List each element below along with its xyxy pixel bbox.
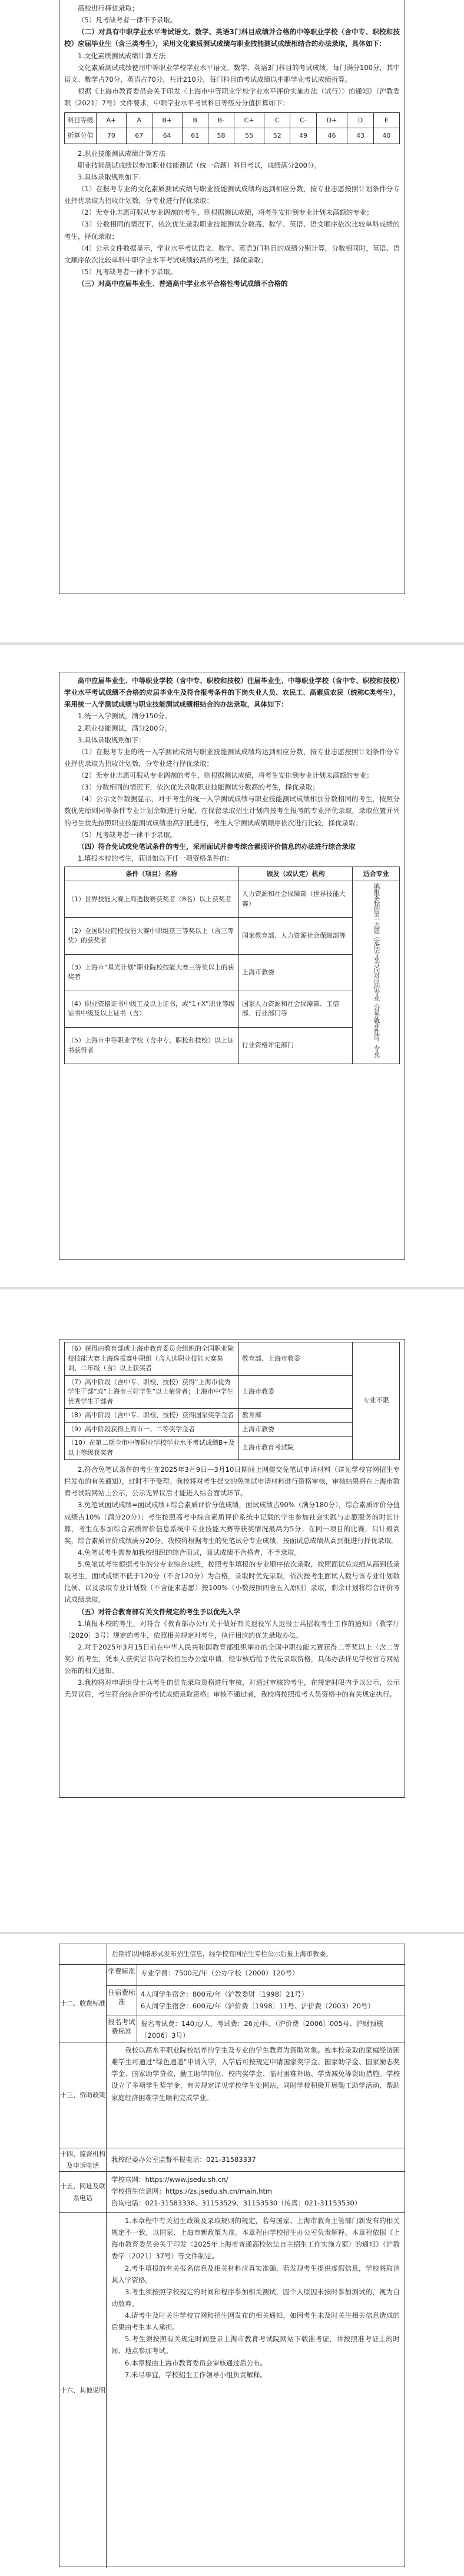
paragraph: 4.请考生及时关注学校官网和招生网发布的相关通知，如因考生未及时关注相关信息造成的后果由考生本人承担。: [111, 2311, 400, 2332]
table-cell: D: [347, 113, 373, 128]
fee-row: [107, 1986, 405, 2015]
fee-label: 报名考试费标准: [107, 2015, 137, 2042]
table-cell: 教育部、上海市教委: [238, 1342, 352, 1376]
paragraph: 1.填报本校的考生，对符合《教育部办公厅关于做好有关退役军人退役士兵招收考生工作的通知》（教学厅〔2020〕3号）规定的考生，依照相关规定对考生，执行相应的优先录取办法。: [64, 1619, 400, 1639]
table-row: [65, 1437, 400, 1460]
table-cell: 46: [316, 128, 347, 144]
section-content: [107, 2042, 405, 2148]
rule-item: （5）凡考缺考者一律不予录取。: [78, 830, 177, 839]
table-cell: 67: [126, 128, 152, 144]
section-label: 十二、收费标准: [59, 1965, 107, 2042]
content-frame-3: [59, 1339, 405, 1798]
paragraph: 5.考生须按照有关规定时间登录上海市教育考试院网站下载准考证，并按照准考证上的时间、地点参加考试。: [111, 2335, 400, 2355]
table-cell: （7）高中阶段（含中专、职校、技校）获得“上海市优秀学生干部”或“上海市三好学生”以上荣誉者；上海市中学生优秀学生干部者: [65, 1375, 239, 1409]
table-cell: 52: [264, 128, 290, 144]
fee-label: 学费标准: [107, 1965, 137, 1985]
content-frame-1: [59, 0, 405, 594]
table-cell: 61: [182, 128, 208, 144]
paragraph: 根据《上海市教育委员会关于印发〈上海市中等职业学校学业水平评价实施办法（试行）〉的通知》（沪教委职〔2021〕7号）文件要求，中职学业水平考试科目等级分分值折算如下：: [64, 86, 400, 107]
rule-item: （1）在报考专业的文化素质测试成绩与职业技能测试成绩均达到相应分数，按专业志愿按照计划条件分专业择优录取为招收计划数，分专业进行择优录取；: [64, 185, 400, 205]
table-row: [65, 1409, 400, 1423]
paragraph: 2.符合免笔试条件的考生在2025年3月9日—3月10日期间上网提交免笔试申请材料（详见学校官网招生专栏发布的有关通知），过时不予受理。我校将对考生提交的免笔试申请材料进行资格审核，审核结果将在上海市教育考试院网站上公示，公示无异议后才能进入综合面试环节。: [64, 1465, 400, 1498]
rule-item: （2）无专业志愿可服从专业调剂的考生，则根据测试成绩，将考生安排到专业计划未满额的专业；: [78, 771, 373, 779]
paragraph: 2.职业技能测试，满分200分。: [78, 724, 172, 732]
table-cell: B: [182, 113, 208, 128]
rule-item: （5）凡考缺考者一律不予录取。: [78, 267, 177, 276]
paragraph: 5.免笔试考生根据考生的分专业综合成绩，按照考生填报的专业顺序依次录取，按照面试总成绩从高到低录取考生，面试成绩不低于120分（不含120分）为合格，录取时优先录取，依次按考生面试人数与该专业计划数比例、以及录取专业计划数（不含征求志愿）按100%（小数按照四舍五入原则）录取，剩余计划将综合评价考试成绩录取。: [64, 1560, 400, 1604]
table-header-cell: 适合专业: [353, 867, 400, 881]
fee-row: [107, 1965, 405, 1986]
fee-content: [107, 1965, 405, 2042]
table-cell: 国家教育部、人力资源社会保障部等: [238, 918, 352, 954]
other-section: [59, 2212, 405, 2568]
qualification-table: [64, 867, 400, 1064]
paragraph: 4.免笔试考生需参加我校组织的综合面试，面试成绩不合格者，不予录取。: [78, 1548, 301, 1557]
section-heading: （三）对高中应届毕业生、普通高中学业水平合格性考试成绩不合格的: [78, 279, 288, 288]
paragraph: 6.本章程由上海市教育委员会审核通过后公布。: [125, 2358, 267, 2367]
table-cell: （6）获得由教育部或上海市教育委员会组织的全国职业院校技能大赛上海选拔赛中职组（含人选职业技能大赛集训、二年级（含）以上获奖者: [65, 1342, 239, 1376]
table-cell: 教育部: [238, 1409, 352, 1423]
content-frame-2: [59, 672, 405, 1260]
admission-link[interactable]: 学校招生信息网：https://zs.jsedu.sh.cn/main.htm: [111, 2187, 273, 2196]
table-cell: 70: [97, 128, 127, 144]
table-cell: C: [264, 113, 290, 128]
subheading: 3.具体录取规则如下：: [78, 735, 145, 744]
subheading: 2.职业技能测试成绩计算方法: [78, 149, 165, 158]
note-text: 后期将以网络形式发布招生信息，经学校官网招生专栏公示后报上海市教委。: [112, 1950, 332, 1958]
table-cell: A: [126, 113, 152, 128]
table-header-cell: 科目等级: [65, 113, 97, 128]
section-label: 十五、网址及联系电话: [59, 2172, 107, 2212]
table-cell: A+: [97, 113, 127, 128]
table-cell: 国家人力资源和社会保障部、工信部、行业部门等: [238, 991, 352, 1027]
paragraph: 3.免笔试面试成绩=面试成绩+综合素质评价分值成绩，面试成绩占90%（满分180分），综合素质评价分值成绩占10%（满分20分）；考生按照高考中综合素质评价系统中记载的学生参加社会实践与志愿服务的时长计算，考生在参加综合素质评价信息系统中专业技能大赛等获奖情况最高为5分；在同一项目的比赛，只计最高奖，综合素质评价成绩满分20分。我校将根据考生的免笔试分专业成绩，按面试总成绩从高到低进行择优录取。: [64, 1501, 400, 1545]
paragraph-group: [64, 1464, 400, 1701]
grade-conversion-table: [64, 112, 400, 144]
paragraph: 7.未尽事宜，学校招生工作领导小组负责解释。: [125, 2370, 267, 2379]
table-cell: （10）在第二期全市中等职业学校学业水平考试成绩B+及以上等级获奖者: [65, 1437, 239, 1460]
fee-label: 住宿费标准: [107, 1986, 137, 2015]
section-label: 十四、监督机构及申诉电话: [59, 2148, 107, 2171]
table-row: [65, 1342, 400, 1376]
section-label: 十六、其他说明: [59, 2213, 107, 2568]
rule-item: （1）在报考专业的统一入学测试成绩与职业技能测试成绩均达到相应分数，按专业志愿按照计划条件分专业择优录取为招收计划数，分专业进行择优录取；: [64, 747, 400, 768]
table-cell: 43: [347, 128, 373, 144]
table-cell: （8）高中阶段（含中专、职校、技校）获得国家奖学金者: [65, 1409, 239, 1423]
fee-row: [107, 2015, 405, 2042]
table-cell: 上海市教育考试院: [238, 1437, 352, 1460]
paragraph: 我校以高水平职业院校培养的学生及专业的学生教育为资助对象。被本校录取的家庭经济困难学生可通过“绿色通道”申请入学，入学后可按规定申请国家奖学金、国家助学金、国家励志奖学金、国家助学贷款、勤工助学岗位、校内奖学金、临时困难补助、学费减免等资助措施。学校设立了多项学生奖学金，有关规定详见学校学生处网站，同时学校积极开展勤工助学活动，帮助家庭经济困难学生顺利完成学业。: [111, 2046, 400, 2102]
aid-section: [59, 2042, 405, 2148]
contact-section: [59, 2171, 405, 2212]
table-cell: 49: [290, 128, 316, 144]
table-cell: 40: [373, 128, 399, 144]
rule-item: （3）分数相同的情况下，依次优先录取职业技能测试分数高的考生，择优录取；: [78, 783, 319, 792]
paragraph: 1.填报本校的考生，获得如以下任一项资格条件的：: [78, 854, 233, 862]
table-cell: C-: [290, 113, 316, 128]
table-cell: 55: [234, 128, 264, 144]
table-cell: C+: [234, 113, 264, 128]
table-cell: （5）上海市中等职业学校（含中专、职校和技校）以上证书获得者: [65, 1028, 239, 1064]
fee-value: 专业学费：7500元/年（公办学校（2000）120号）: [141, 1969, 299, 1977]
table-cell: E: [373, 113, 399, 128]
table-cell: 58: [208, 128, 234, 144]
table-cell: 64: [152, 128, 182, 144]
subheading: 1.文化素质测试成绩计算方法: [78, 51, 165, 60]
section-heading: 高中应届毕业生、中等职业学校（含中专、职校和技校）往届毕业生、中等职业学校（含中专、职校和技校）学业水平考试成绩不合格的应届毕业生及符合报考条件的下岗失业人员、农民工、高素质农民（统称C类考生），采用统一入学测试成绩与职业技能测试成绩相结合的办法录取，具体如下：: [64, 677, 400, 709]
paragraph: 1.统一入学测试，满分150分。: [78, 712, 172, 721]
table-header-cell: 折算分值: [65, 128, 97, 144]
table-cell: （3）上海市“星光计划”职业院校技能大赛三等奖以上的获奖者: [65, 954, 239, 991]
qualification-table-continued: [64, 1342, 400, 1460]
table-cell: 上海市教委: [238, 954, 352, 991]
table-row: [65, 918, 400, 954]
note-row: [107, 1944, 405, 1964]
paragraph: 2.考生填报的有关报名信息及相关材料应真实准确，若发现考生提供虚假信息，学校将取消其入学资格。: [111, 2264, 400, 2284]
section-content: [107, 2213, 405, 2568]
paragraph: 2.对于2025年3月15日前在中华人民共和国教育部组织举办的全国中职技能大赛获得二等奖以上（含二等奖）的考生，凭本人获奖证书向学校招生办公室申请，经审核后给予优先录取资格，具体办法详见学校官方网站公布的相关通知。: [64, 1642, 400, 1675]
paragraph: 高校进行择优录取；: [78, 4, 139, 12]
table-header-cell: 颁发（或认定）机构: [238, 867, 352, 881]
rule-item: （4）公示文件数据显示，学业水平考试语文、数学、英语3门科目的成绩分别计算，分数相同时，英语、语文顺序依次比较单科中职学业水平考试成绩较高的考生，择优录取；: [64, 244, 400, 264]
table-row: [65, 113, 400, 128]
fee-section: [59, 1964, 405, 2042]
table-cell: 上海市教委: [238, 1422, 352, 1437]
rule-item: （2）无专业志愿可服从专业调剂的考生，则根据测试成绩，将考生安排到专业计划未满额的专业；: [78, 208, 373, 217]
paragraph: 3.考生须按照学校规定的时间和程序参加相关测试，因个人原因未按时参加测试的，视为自动放弃。: [111, 2287, 400, 2308]
table-cell: 上海市教委: [238, 1375, 352, 1409]
table-cell: B+: [152, 113, 182, 128]
table-row: [65, 991, 400, 1027]
content-frame-4: [59, 1944, 405, 2567]
section-content: [107, 2172, 405, 2212]
sheet-3: [0, 1289, 464, 1932]
table-row: [65, 954, 400, 991]
website-link[interactable]: 学校官网：https://www.jsedu.sh.cn/: [111, 2175, 228, 2184]
phone-line: 咨询电话：021-31583338、31153529、31153530（传真：021-31153530）: [111, 2199, 362, 2208]
table-cell: （1）世界技能大赛上海选拔赛获奖者（8名）以上获奖者: [65, 881, 239, 918]
paragraph: 我校纪委办公室监督举报电话：021-31583337: [111, 2155, 256, 2164]
table-cell: 专业不限: [353, 1342, 400, 1460]
section-content: [107, 2148, 405, 2171]
section-label: 十三、资助政策: [59, 2042, 107, 2148]
table-cell: 人力资源和社会保障部（世界技能大赛）: [238, 881, 352, 918]
table-cell: B-: [208, 113, 234, 128]
supervision-section: [59, 2148, 405, 2171]
paragraph: （5）凡考缺考者一律不予录取。: [78, 16, 177, 25]
fee-value: 报名考试费：140元/人，考试费：26元/科。（沪价费〔2006〕005号、沪财预核〔2006〕3号）: [141, 2020, 383, 2040]
sheet-2: [0, 645, 464, 1287]
paragraph: 1.本章程中有关招生政策及录取规则的规定，若与国家、上海市教育主管部门新发布的相关规定不一致，以国家、上海市新政策为准。本章程由学校招生办公室负责解释。本章程依据《上海市教育委员会关于印发〈2025年上海市普通高校依法自主招生工作实施方案〉的通知》（沪教委学〔2021〕37号）等文件制定。: [111, 2217, 400, 2261]
table-row: [65, 1422, 400, 1437]
table-row: [65, 1375, 400, 1409]
table-cell: （9）高中阶段获得上海市一、二等奖学金者: [65, 1422, 239, 1437]
table-cell: D+: [316, 113, 347, 128]
table-header-cell: 条件（项目）名称: [65, 867, 239, 881]
rule-item: （4）公示文件数据显示，对于考生的统一入学测试成绩与职业技能测试成绩相加分数相同的考生，按照分数优先原则同等条件专业计划余额进行分配，在保留录取招生计划内按考生报考的专业择优录取，录取位置并列的考生优先按照职业技能测试成绩由高到低进行，考生入学测试成绩顺序依次进行比较，择优录取；: [64, 795, 400, 827]
table-row: [65, 867, 400, 881]
table-row: [65, 881, 400, 918]
section-heading: （二）对具有中职学业水平考试语文、数学、英语3门科目成绩并合格的中等职业学校（含中专、职校和技校）应届毕业生（含三类考生），采用文化素质测试成绩与职业技能测试成绩相结合的办法录取，具体如下：: [64, 28, 400, 48]
paragraph: 文化素质测试成绩使用中等职业学校学业水平语文、数学、英语3门科目的考试成绩，每门满分100分，其中语文、数学占70分，英语占70分，共计210分，每门科目的考试成绩以中职学业考试成绩折算。: [64, 63, 400, 84]
subheading: 3.具体录取规则如下：: [78, 172, 145, 181]
table-cell: （4）职业资格证书中级工及以上证书，或“1+X”职业等级证书中级及以上证书（含）: [65, 991, 239, 1027]
sheet-1: [0, 0, 464, 642]
rule-item: （3）分数相同的情况下，依次优先录取职业技能测试分数高、数学、英语、语文顺序依次比较单科成绩的考生，择优录取；: [64, 220, 400, 241]
table-cell: 行业资格评定部门: [238, 1028, 352, 1064]
sheet-4: [0, 1934, 464, 2576]
section-heading: （四）符合免试或免笔试条件的考生，采用面试并参考综合素质评价信息的办法进行综合录取: [78, 842, 356, 851]
paragraph: 3.我校将对申请退役士兵考生的优先录取资格进行审核，对通过审核的考生，在规定时限内予以公示，公示无异议后，考生符合综合评价考试成绩录取资格；审核不通过者，我校将按照报考人员资格中的有关规定执行。: [64, 1678, 400, 1699]
table-row: [65, 128, 400, 144]
table-row: [65, 1028, 400, 1064]
table-cell: （2）全国职业院校技能大赛中职组获三等奖以上（含三等奖）的获奖者: [65, 918, 239, 954]
table-cell: 填报本校的第一志愿（定向专业方向对应的专业（对外就业性质，专业）: [353, 881, 400, 1064]
paragraph: 职业技能测试成绩以参加职业技能测试（统一命题）科目考试，成绩满分200分。: [78, 161, 321, 169]
section-heading: （五）对符合教育部有关文件规定的考生予以优先入学: [78, 1607, 240, 1616]
fee-value: 4人间学生宿舍：800元/年（沪教委财〔1998〕21号） 6人间学生宿舍：600元/年（沪价费〔1998〕11号、沪价费（2003）20号）: [141, 1990, 374, 2011]
